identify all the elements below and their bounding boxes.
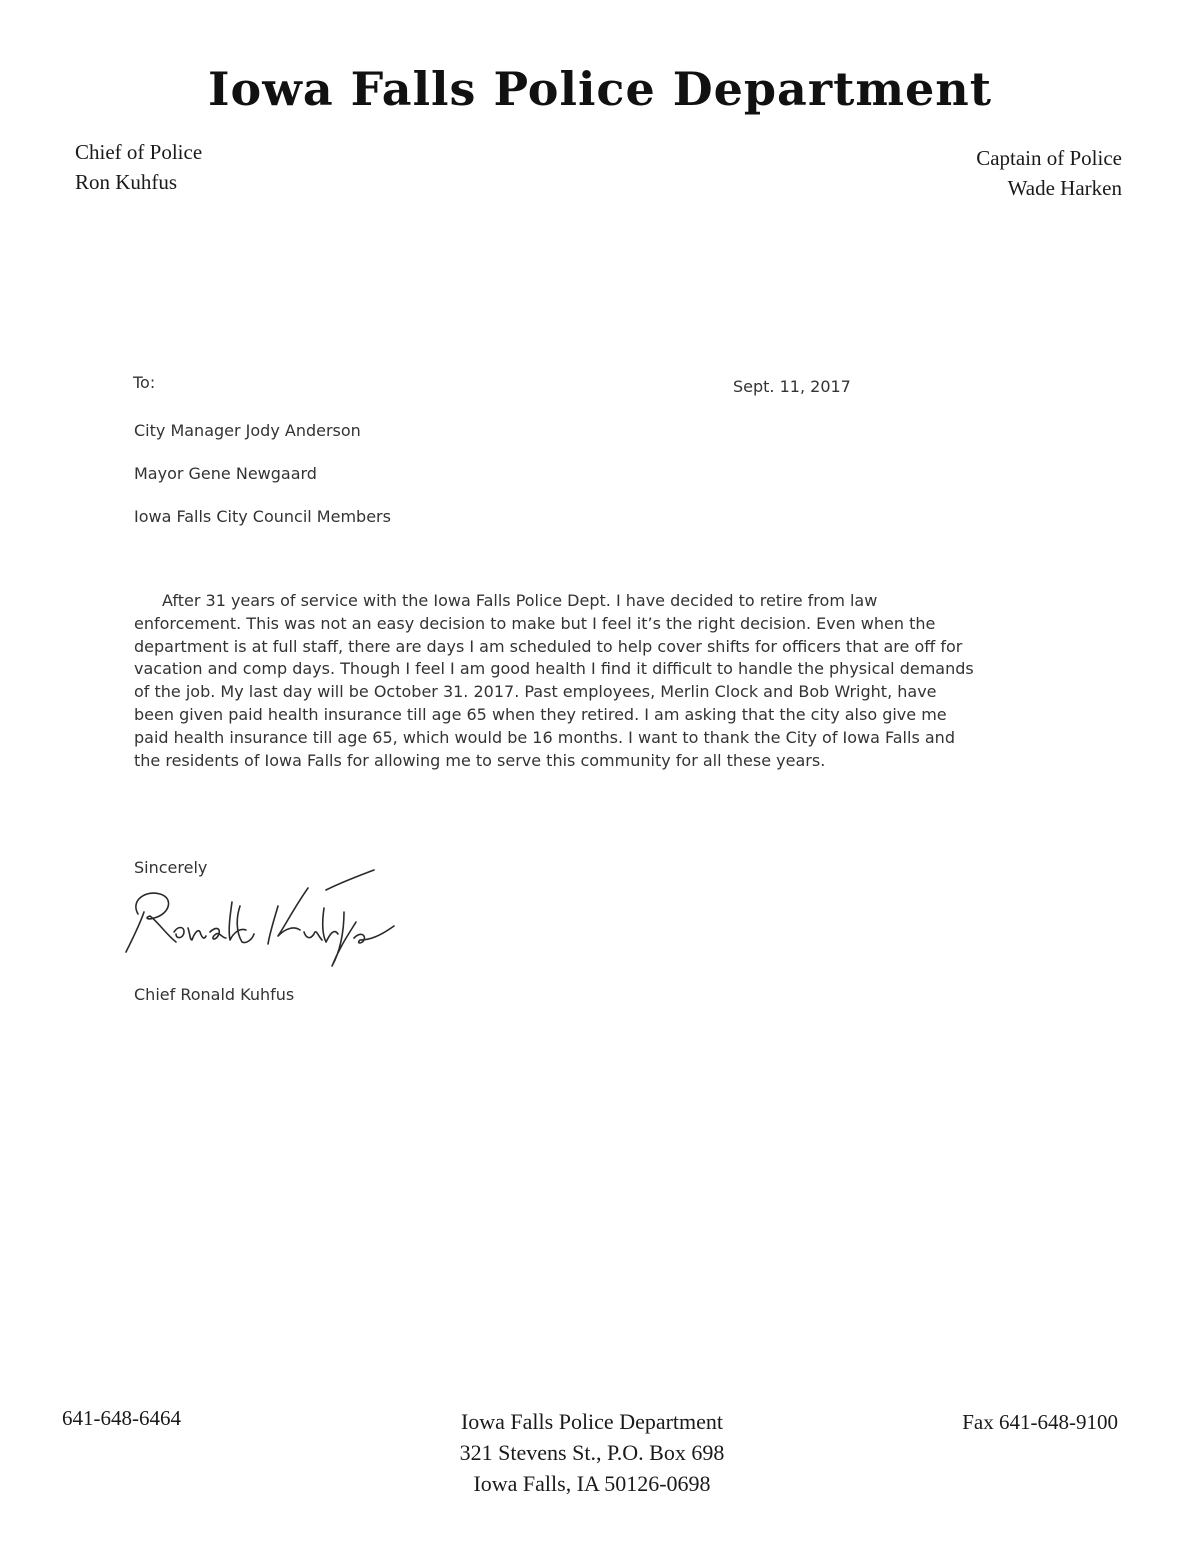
recipient-item: Iowa Falls City Council Members [134, 507, 391, 526]
recipient-item: Mayor Gene Newgaard [134, 464, 317, 483]
body-line: of the job. My last day will be October 31. 2017. Past employees, Merlin Clock and Bob Wright, have [134, 682, 937, 702]
footer-address-line: 321 Stevens St., P.O. Box 698 [459, 1440, 725, 1465]
letter-date: Sept. 11, 2017 [733, 377, 851, 396]
recipient-list [134, 420, 391, 549]
body-line: vacation and comp days. Though I feel I am good health I find it difficult to handle the physical demands [134, 659, 974, 679]
handwritten-signature [118, 862, 408, 972]
letterhead-title: Iowa Falls Police Department [208, 62, 992, 116]
captain-name: Wade Harken [1007, 176, 1122, 200]
footer-fax: Fax 641-648-9100 [962, 1410, 1118, 1434]
body-line: enforcement. This was not an easy decision to make but I feel it’s the right decision. Even when the [134, 613, 936, 633]
footer-address-line: Iowa Falls Police Department [460, 1409, 724, 1434]
footer-phone: 641-648-6464 [62, 1406, 181, 1430]
to-label: To: [133, 373, 156, 392]
recipient-item: City Manager Jody Anderson [134, 421, 361, 440]
captain-title: Captain of Police [976, 146, 1122, 170]
body-line: been given paid health insurance till age 65 when they retired. I am asking that the city also give me [134, 704, 947, 724]
letter-body [134, 590, 1039, 772]
body-line: department is at full staff, there are days I am scheduled to help cover shifts for officers that are off for [134, 636, 963, 656]
body-line: paid health insurance till age 65, which would be 16 months. I want to thank the City of Iowa Falls and [134, 727, 955, 747]
chief-name: Ron Kuhfus [75, 170, 178, 194]
captain-block [976, 143, 1122, 203]
closing: Sincerely [134, 858, 208, 877]
footer-address-line: Iowa Falls, IA 50126-0698 [473, 1471, 711, 1496]
chief-block [69, 137, 202, 197]
footer-address [392, 1406, 792, 1499]
chief-title: Chief of Police [75, 140, 203, 164]
body-line: the residents of Iowa Falls for allowing me to serve this community for all these years. [134, 750, 826, 770]
signer-name: Chief Ronald Kuhfus [134, 985, 295, 1004]
body-line: After 31 years of service with the Iowa Falls Police Dept. I have decided to retire from law [162, 591, 878, 610]
